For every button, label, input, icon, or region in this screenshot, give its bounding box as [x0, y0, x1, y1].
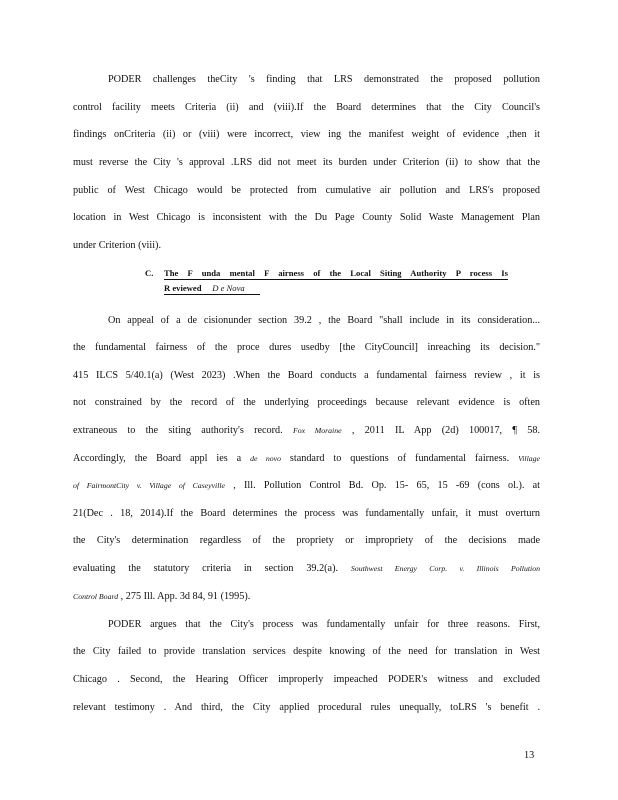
- text-run: Accordingly, the Board appl ies a: [73, 453, 242, 464]
- body-line: control facility meets Criteria (ii) and (viii).If the Board determines that the City Council's: [73, 102, 540, 113]
- body-line: [73, 590, 540, 604]
- body-line: [73, 479, 540, 493]
- body-line: relevant testimony . And third, the City applied procedural rules unequally, toLRS 's benefit .: [73, 702, 540, 713]
- text-run: evaluating the statutory criteria in section 39.2(a).: [73, 563, 339, 574]
- section-heading-line2: [164, 282, 260, 295]
- heading-text: R eviewed: [164, 283, 202, 293]
- text-run: extraneous to the siting authority's record.: [73, 425, 283, 436]
- body-line: the City failed to provide translation services despite knowing of the need for translation in West: [73, 646, 540, 657]
- text-run: , Ill. Pollution Control Bd. Op. 15- 65, 15 -69 (cons ol.). at: [233, 480, 540, 491]
- body-line: must reverse the City 's approval .LRS did not meet its burden under Criterion (ii) to show that the: [73, 157, 540, 168]
- heading-italic: D e Nova: [212, 283, 245, 293]
- body-line: PODER argues that the City's process was fundamentally unfair for three reasons. First,: [108, 619, 540, 630]
- section-label: C.: [145, 268, 154, 278]
- body-line: On appeal of a de cisionunder section 39.2 , the Board "shall include in its consideration...: [108, 315, 540, 326]
- body-line: 415 ILCS 5/40.1(a) (West 2023) .When the Board conducts a fundamental fairness review , it is: [73, 370, 540, 381]
- latin-term: de novo: [250, 454, 281, 463]
- body-line: findings onCriteria (ii) or (viii) were incorrect, view ing the manifest weight of evidence ,then it: [73, 129, 540, 140]
- body-line: [73, 424, 540, 438]
- body-line: location in West Chicago is inconsistent with the Du Page County Solid Waste Management Plan: [73, 212, 540, 223]
- case-citation: of FairmontCity v. Village of Caseyville: [73, 481, 225, 490]
- body-line: 21(Dec . 18, 2014).If the Board determines the process was fundamentally unfair, it must overturn: [73, 508, 540, 519]
- body-line: not constrained by the record of the underlying proceedings because relevant evidence is often: [73, 397, 540, 408]
- case-citation: Fox Moraine: [292, 426, 342, 435]
- text-run: standard to questions of fundamental fairness.: [289, 453, 510, 464]
- body-line: PODER challenges theCity 's finding that LRS demonstrated the proposed pollution: [108, 74, 540, 85]
- body-line: Chicago . Second, the Hearing Officer improperly impeached PODER's witness and excluded: [73, 674, 540, 685]
- body-line: under Criterion (viii).: [73, 240, 161, 251]
- case-citation: Southwest Energy Corp. v. Illinois Pollution: [350, 564, 540, 573]
- body-line: the City's determination regardless of the propriety or impropriety of the decisions made: [73, 535, 540, 546]
- body-line: the fundamental fairness of the proce dures usedby [the CityCouncil] inreaching its decision.": [73, 342, 540, 353]
- body-line: [73, 452, 540, 466]
- case-citation: Village: [518, 454, 540, 463]
- text-run: , 275 Ill. App. 3d 84, 91 (1995).: [120, 591, 251, 602]
- text-run: , 2011 IL App (2d) 100017, ¶ 58.: [351, 425, 540, 436]
- body-line: public of West Chicago would be protected from cumulative air pollution and LRS's proposed: [73, 185, 540, 196]
- page-number: 13: [524, 750, 535, 761]
- body-line: [73, 562, 540, 576]
- case-citation: Control Board: [73, 592, 119, 601]
- section-heading-line1: The F unda mental F airness of the Local Siting Authority P rocess Is: [164, 268, 508, 278]
